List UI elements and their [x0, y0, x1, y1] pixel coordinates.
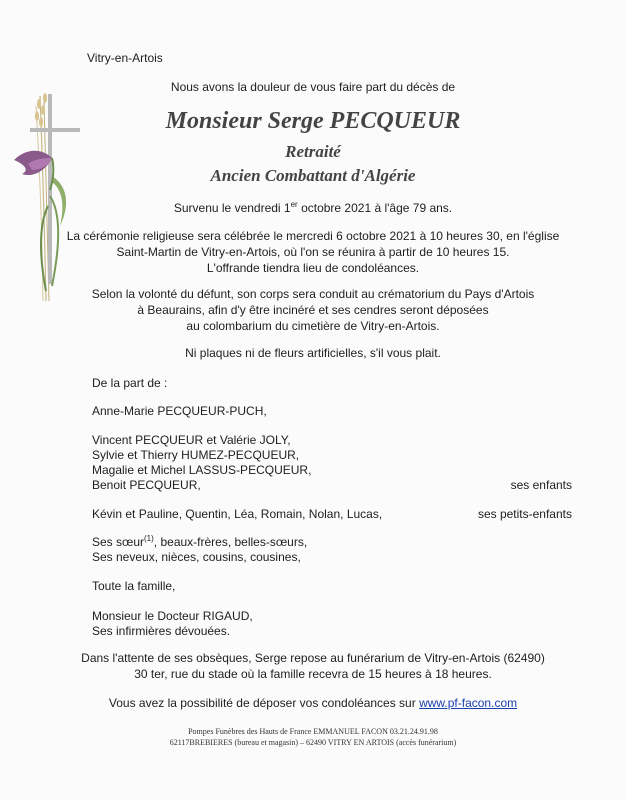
- nurses-line: Ses infirmières dévouées.: [92, 624, 231, 638]
- deceased-title: Ancien Combattant d'Algérie: [210, 166, 416, 185]
- funeral-home-line-1: Dans l'attente de ses obsèques, Serge repose au funérarium de Vitry-en-Artois (62490): [81, 651, 545, 665]
- child-4: Benoit PECQUEUR,: [92, 478, 201, 492]
- death-text-sup: er: [290, 200, 298, 209]
- cremation-line-3: au colombarium du cimetière de Vitry-en-Artois.: [186, 319, 440, 333]
- siblings-sup: (1): [144, 534, 154, 543]
- intro-text: Nous avons la douleur de vous faire part du décès de: [170, 80, 456, 94]
- cremation-line-1: Selon la volonté du défunt, son corps sera conduit au crématorium du Pays d'Artois: [91, 287, 535, 301]
- siblings-post: , beaux-frères, belles-sœurs,: [153, 535, 308, 549]
- footer-line-1: Pompes Funèbres des Hauts de France EMMANUEL FACON 03.21.24.91.98: [188, 727, 438, 736]
- grandchildren-label: ses petits-enfants: [477, 507, 572, 521]
- deceased-role: Retraité: [285, 142, 341, 161]
- children-label: ses enfants: [510, 478, 572, 492]
- spouse-name: Anne-Marie PECQUEUR-PUCH,: [92, 404, 267, 418]
- town-label: Vitry-en-Artois: [87, 51, 163, 65]
- death-notice: [0, 201, 626, 215]
- siblings-line: [92, 535, 307, 549]
- funeral-home-line-2: 30 ter, rue du stade où la famille recevra de 15 heures à 18 heures.: [134, 667, 492, 681]
- deceased-name: Monsieur Serge PECQUEUR: [165, 108, 461, 134]
- child-3: Magalie et Michel LASSUS-PECQUEUR,: [92, 463, 312, 477]
- condolences-link[interactable]: www.pf-facon.com: [419, 696, 518, 710]
- ceremony-line-3: L'offrande tiendra lieu de condoléances.: [206, 261, 420, 275]
- family-intro: De la part de :: [92, 376, 168, 390]
- relatives-line: Ses neveux, nièces, cousins, cousines,: [92, 550, 301, 564]
- death-text-post: octobre 2021 à l'âge 79 ans.: [297, 201, 453, 215]
- doctor-line: Monsieur le Docteur RIGAUD,: [92, 609, 253, 623]
- grandchildren-names: Kévin et Pauline, Quentin, Léa, Romain, Nolan, Lucas,: [92, 507, 383, 521]
- ceremony-line-2: Saint-Martin de Vitry-en-Artois, où l'on se réunira à partir de 10 heures 15.: [116, 245, 510, 259]
- child-2: Sylvie et Thierry HUMEZ-PECQUEUR,: [92, 448, 300, 462]
- ceremony-line-1: La cérémonie religieuse sera célébrée le mercredi 6 octobre 2021 à 10 heures 30, en l'église: [66, 229, 560, 243]
- child-1: Vincent PECQUEUR et Valérie JOLY,: [92, 433, 291, 447]
- flowers-notice: Ni plaques ni de fleurs artificielles, s'il vous plait.: [185, 346, 441, 360]
- footer-line-2: 62117BREBIERES (bureau et magasin) – 62490 VITRY EN ARTOIS (accès funérarium): [169, 738, 457, 747]
- cremation-line-2: à Beaurains, afin d'y être incinéré et ses cendres seront déposées: [137, 303, 489, 317]
- all-family-line: Toute la famille,: [92, 579, 176, 593]
- siblings-pre: Ses sœur: [92, 535, 145, 549]
- condolences-text: Vous avez la possibilité de déposer vos condoléances sur: [108, 696, 420, 710]
- condolences-line: [0, 696, 626, 710]
- death-text-pre: Survenu le vendredi 1: [173, 201, 291, 215]
